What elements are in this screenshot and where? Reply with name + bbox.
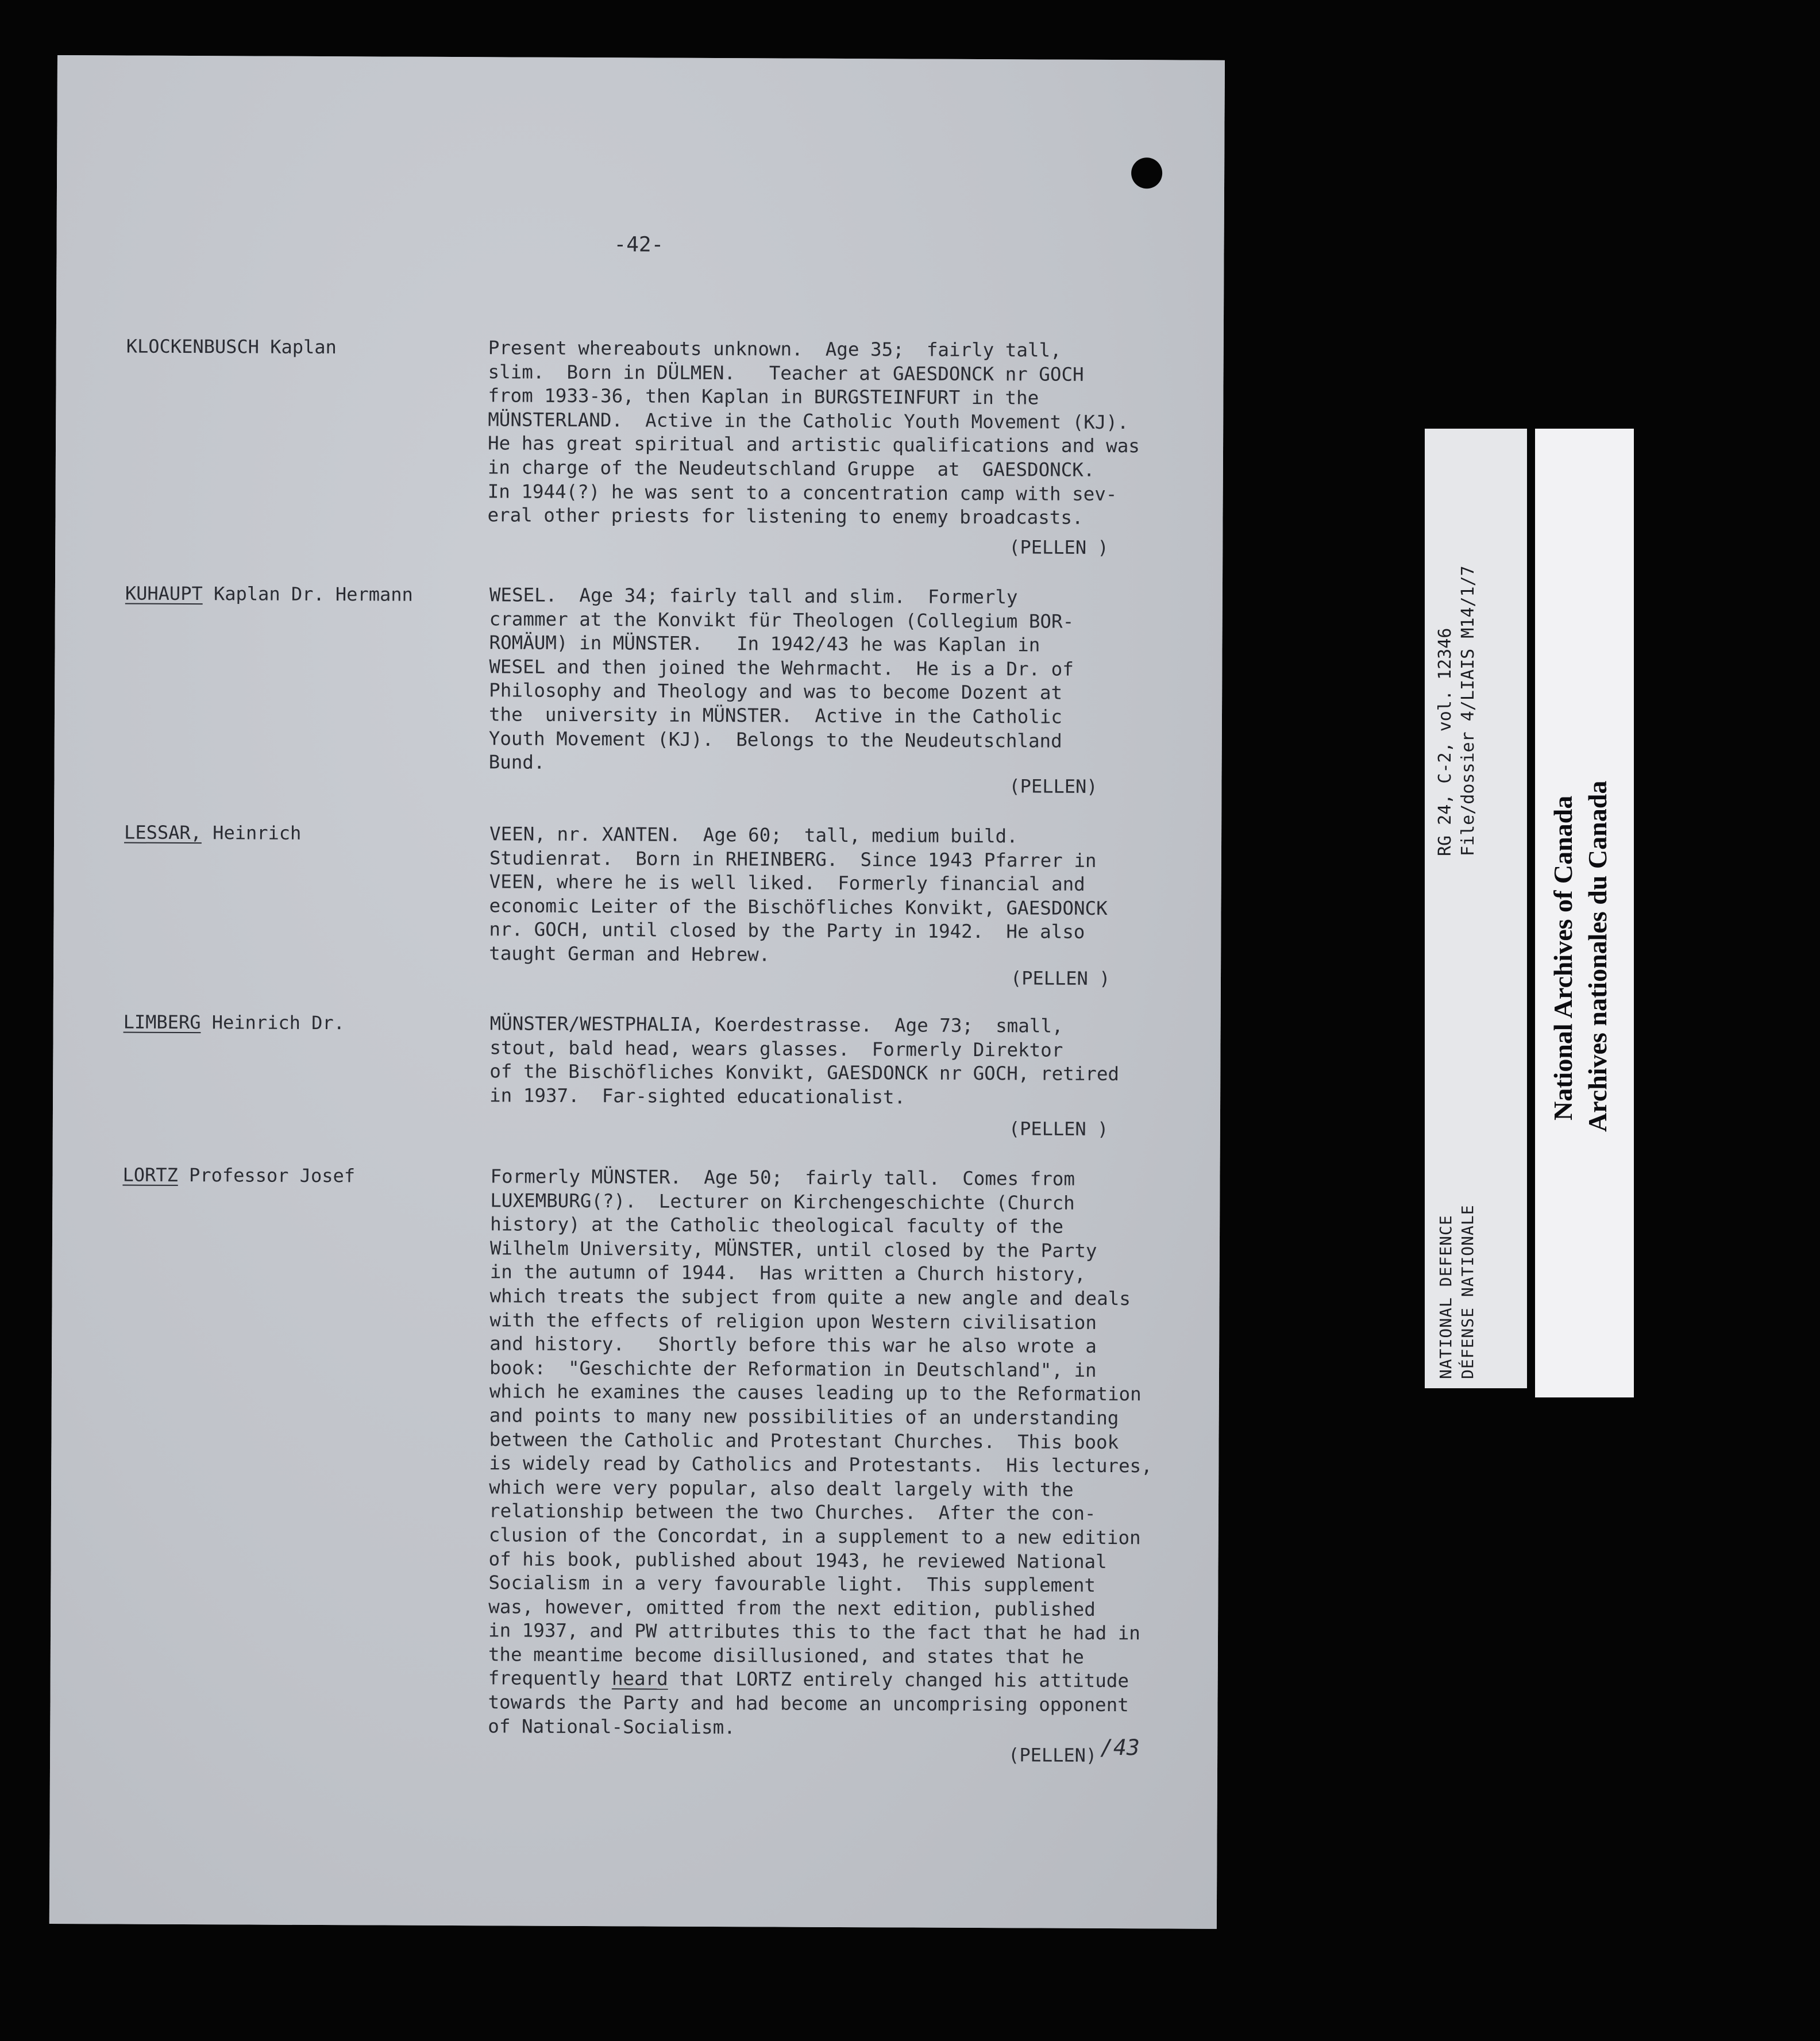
page-number: -42- <box>614 233 664 257</box>
text-line: in charge of the Neudeutschland Gruppe at GAESDONCK. <box>487 456 1095 481</box>
text-line: relationship between the two Churches. After the con- <box>488 1500 1096 1525</box>
department-name-en: NATIONAL DEFENCE <box>1436 1215 1455 1379</box>
text-line: MÜNSTERLAND. Active in the Catholic Youth Movement (KJ). <box>488 409 1129 433</box>
text-line: Formerly MÜNSTER. Age 50; fairly tall. Comes from <box>490 1165 1075 1190</box>
text-line: Youth Movement (KJ). Belongs to the Neudeutschland <box>488 727 1062 752</box>
text-line: of National-Socialism. <box>488 1715 735 1738</box>
punch-hole <box>1131 157 1162 188</box>
text-line: economic Leiter of the Bischöfliches Konvikt, GAESDONCK <box>489 895 1108 919</box>
entry-text <box>487 336 1212 530</box>
entry-surname: KUHAUPT <box>125 582 203 605</box>
entry-text <box>489 1012 1214 1111</box>
text-line: MÜNSTER/WESTPHALIA, Koerdestrasse. Age 73; small, <box>489 1012 1063 1037</box>
source-reference: (PELLEN ) <box>1008 1118 1109 1140</box>
text-line: ROMÄUM) in MÜNSTER. In 1942/43 he was Kaplan in <box>489 631 1040 656</box>
entry-given: Kaplan Dr. Hermann <box>202 583 413 606</box>
text-line: He has great spiritual and artistic qualifications and was <box>487 432 1140 457</box>
entry-lortz <box>53 1163 1220 1766</box>
entry-given: Professor Josef <box>178 1164 356 1187</box>
source-reference: (PELLEN) <box>1008 1744 1097 1766</box>
text-line: WESEL and then joined the Wehrmacht. He is a Dr. of <box>489 656 1074 680</box>
entry-text <box>488 1165 1214 1742</box>
text-line: VEEN, nr. XANTEN. Age 60; tall, medium build. <box>489 823 1018 848</box>
text-line: the university in MÜNSTER. Active in the Catholic <box>488 703 1062 728</box>
text-line: slim. Born in DÜLMEN. Teacher at GAESDONCK nr GOCH <box>488 360 1084 386</box>
text-line: in 1937, and PW attributes this to the fact that he had in <box>488 1619 1140 1645</box>
text-line: taught German and Hebrew. <box>489 942 770 966</box>
entry-text <box>489 583 1213 777</box>
source-reference: (PELLEN ) <box>1010 967 1110 990</box>
text-line: with the effects of religion upon Western civilisation <box>489 1308 1097 1334</box>
text-line: Present whereabouts unknown. Age 35; fairly tall, <box>488 337 1062 361</box>
source-reference: (PELLEN ) <box>1009 536 1109 559</box>
text-line: clusion of the Concordat, in a supplement to a new edition <box>488 1524 1141 1549</box>
document-page <box>49 55 1225 1929</box>
entry-name <box>124 1011 345 1035</box>
entry-surname: KLOCKENBUSCH <box>126 335 260 358</box>
source-reference: (PELLEN) <box>1009 775 1098 798</box>
archive-file-line: File/dossier 4/LIAIS M14/1/7 <box>1458 565 1478 856</box>
text-line: in the autumn of 1944. Has written a Church history, <box>489 1261 1086 1286</box>
text-line: nr. GOCH, until closed by the Party in 1942. He also <box>489 918 1085 944</box>
entry-surname: LIMBERG <box>123 1011 201 1034</box>
archive-name-fr: Archives nationales du Canada <box>1583 780 1612 1132</box>
text-line: is widely read by Catholics and Protestants. His lectures, <box>489 1452 1152 1477</box>
text-line: Bund. <box>488 751 545 773</box>
archive-reference-line: RG 24, C-2, vol. 12346 <box>1435 627 1455 856</box>
text-line: WESEL. Age 34; fairly tall and slim. Formerly <box>489 584 1018 609</box>
text-line: history) at the Catholic theological faculty of the <box>490 1213 1064 1238</box>
text-line: crammer at the Konvikt für Theologen (Collegium BOR- <box>489 607 1074 633</box>
text-line: and history. Shortly before this war he also wrote a <box>489 1333 1097 1358</box>
text-line: of the Bischöfliches Konvikt, GAESDONCK nr GOCH, retired <box>489 1060 1120 1085</box>
text-line: between the Catholic and Protestant Churches. This book <box>489 1428 1119 1453</box>
text-line: towards the Party and had become an uncomprising opponent <box>488 1691 1129 1716</box>
text-line: of his book, published about 1943, he reviewed National <box>488 1547 1107 1573</box>
entry-klockenbusch <box>56 334 1224 559</box>
text-line: stout, bald head, wears glasses. Formerly Direktor <box>489 1036 1063 1061</box>
text-line: which he examines the causes leading up to the Reformation <box>489 1380 1142 1405</box>
text-line: Philosophy and Theology and was to become Dozent at <box>489 679 1063 704</box>
entry-given: Kaplan <box>259 336 337 359</box>
entry-name <box>122 1164 355 1188</box>
text-line: which treats the subject from quite a new angle and deals <box>489 1285 1131 1310</box>
text-line: in 1937. Far-sighted educationalist. <box>489 1084 906 1108</box>
underlined-word: heard <box>611 1668 668 1690</box>
entry-name <box>124 821 301 845</box>
text-line: from 1933-36, then Kaplan in BURGSTEINFURT in the <box>488 384 1039 409</box>
entry-given: Heinrich Dr. <box>200 1011 345 1034</box>
text-line: Wilhelm University, MÜNSTER, until closed by the Party <box>489 1237 1097 1262</box>
entry-limberg <box>53 1010 1221 1140</box>
text-line: VEEN, where he is well liked. Formerly financial and <box>489 871 1085 896</box>
entry-lessar <box>54 821 1221 990</box>
text-line: frequently heard that LORTZ entirely changed his attitude <box>488 1667 1129 1692</box>
entry-kuhaupt <box>55 582 1223 798</box>
entry-surname: LESSAR, <box>124 821 202 844</box>
text-line: book: "Geschichte der Reformation in Deutschland", in <box>489 1357 1097 1381</box>
entry-name <box>125 582 413 607</box>
entry-surname: LORTZ <box>122 1164 178 1186</box>
entry-name <box>126 335 337 360</box>
archive-name-en: National Archives of Canada <box>1548 795 1578 1120</box>
text-line: Studienrat. Born in RHEINBERG. Since 1943 Pfarrer in <box>489 846 1097 872</box>
text-line: which were very popular, also dealt largely with the <box>489 1476 1074 1501</box>
next-page-annotation: /43 <box>1100 1734 1140 1761</box>
department-name-fr: DÉFENSE NATIONALE <box>1458 1204 1477 1379</box>
text-line: LUXEMBURG(?). Lecturer on Kirchengeschichte (Church <box>490 1189 1075 1214</box>
entry-given: Heinrich <box>201 822 302 844</box>
text-line: Socialism in a very favourable light. This supplement <box>488 1572 1096 1597</box>
entry-text <box>489 822 1213 969</box>
text-line: eral other priests for listening to enemy broadcasts. <box>487 504 1083 529</box>
text-line: the meantime become disillusioned, and states that he <box>488 1643 1084 1668</box>
text-line: was, however, omitted from the next edition, published <box>488 1595 1096 1620</box>
text-line: In 1944(?) he was sent to a concentration camp with sev- <box>487 480 1117 505</box>
text-line: and points to many new possibilities of an understanding <box>489 1404 1119 1430</box>
